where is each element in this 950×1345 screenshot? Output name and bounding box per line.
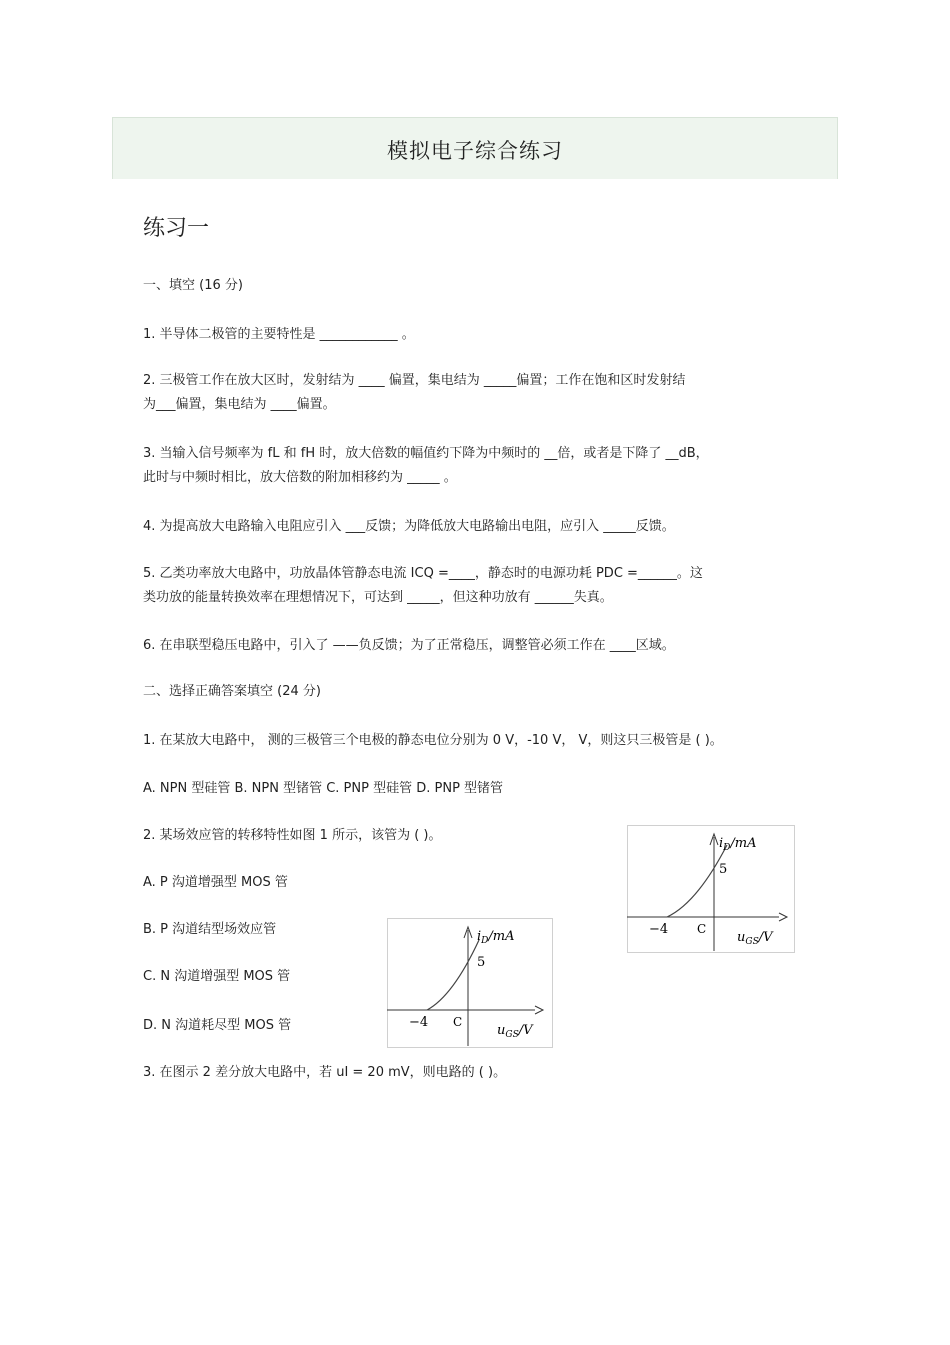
section2-header: 二、选择正确答案填空 (24 分) [143,684,321,699]
y-label: i [477,929,482,944]
section1-header: 一、填空 (16 分) [143,278,243,293]
choice-q1: 1. 在某放大电路中， 测的三极管三个电极的静态电位分别为 0 V，-10 V， V，则这只三极管是 ( )。 [143,733,723,748]
origin-label: C [453,1015,463,1029]
svg-text:iD/mA: $i_D/mA$ [477,929,515,946]
choice-q2-option-d: D. N 沟道耗尽型 MOS 管 [143,1018,292,1033]
svg-text:uGS/V: $u_{GS}/V$ [737,930,773,947]
fill-q4: 4. 为提高放大电路输入电阻应引入 ___反馈；为降低放大电路输出电阻，应引入 _____反馈。 [143,519,675,534]
choice-q2-option-b: B. P 沟道结型场效应管 [143,922,277,937]
y-label: i [719,836,724,851]
transfer-curve-figure-2 [387,918,553,1052]
fill-q2-line2: 为___偏置，集电结为 ____偏置。 [143,397,336,412]
x-label: u [497,1023,506,1038]
x-tick-neg4: −4 [649,922,669,937]
x-label: u [737,930,746,945]
fill-q5-line2: 类功放的能量转换效率在理想情况下，可达到 _____，但这种功放有 ______失真。 [143,590,613,605]
fill-q3-line1: 3. 当输入信号频率为 fL 和 fH 时，放大倍数的幅值约下降为中频时的 __倍，或者是下降了 __dB， [143,446,709,461]
y-tick-5: 5 [719,862,728,877]
fill-q5-line1: 5. 乙类功率放大电路中，功放晶体管静态电流 ICQ =____，静态时的电源功耗 PDC =______。这 [143,566,703,581]
title-banner [112,117,838,179]
choice-q2-option-c: C. N 沟道增强型 MOS 管 [143,969,291,984]
fill-q1: 1. 半导体二极管的主要特性是 ____________ 。 [143,327,415,342]
origin-label: C [697,922,707,936]
fill-q6: 6. 在串联型稳压电路中，引入了 ——负反馈；为了正常稳压，调整管必须工作在 ____区域。 [143,638,675,653]
exercise-heading: 练习一 [143,216,210,241]
fill-q2-line1: 2. 三极管工作在放大区时，发射结为 ____ 偏置，集电结为 _____偏置；工作在饱和区时发射结 [143,373,686,388]
choice-q2: 2. 某场效应管的转移特性如图 1 所示，该管为 ( )。 [143,828,442,843]
svg-text:uGS/V: $u_{GS}/V$ [497,1023,533,1040]
y-tick-5: 5 [477,955,486,970]
page-title: 模拟电子综合练习 [387,139,563,163]
svg-text:iD/mA: $i_D/mA$ [719,836,757,853]
choice-q2-option-a: A. P 沟道增强型 MOS 管 [143,875,288,890]
x-tick-neg4: −4 [409,1015,429,1030]
choice-q1-options: A. NPN 型硅管 B. NPN 型锗管 C. PNP 型硅管 D. PNP 型锗管 [143,781,504,796]
transfer-curve-figure-1 [627,825,795,957]
fill-q3-line2: 此时与中频时相比，放大倍数的附加相移约为 _____ 。 [143,470,457,485]
choice-q3: 3. 在图示 2 差分放大电路中，若 uI = 20 mV，则电路的 ( )。 [143,1065,507,1080]
